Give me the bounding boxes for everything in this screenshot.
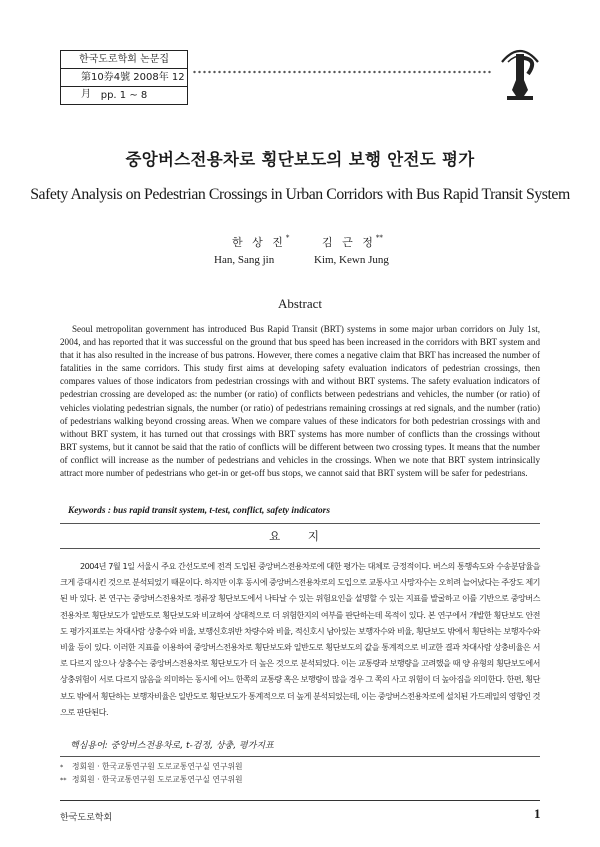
- author-name-korean: 한 상 진: [232, 236, 286, 249]
- footnote-divider: [60, 756, 540, 757]
- journal-volume: 第10券4號 2008年 12月: [61, 68, 187, 86]
- journal-info-box: [60, 50, 188, 105]
- author-1: [232, 234, 289, 250]
- journal-pages: pp. 1 ∼ 8: [61, 86, 187, 104]
- society-logo-icon: [498, 40, 542, 102]
- page-number: 1: [534, 806, 541, 821]
- author-2: [322, 234, 383, 250]
- dotted-leader: [192, 68, 492, 76]
- footnote-1: [60, 761, 243, 772]
- footnote-2: [60, 774, 243, 785]
- footnote-text: 정회원 · 한국교통연구원 도로교통연구실 연구위원: [72, 762, 243, 771]
- paper-title-english: Safety Analysis on Pedestrian Crossings in Urban Corridors with Bus Rapid Transit System: [30, 186, 570, 203]
- abstract-text: Seoul metropolitan government has introduced Bus Rapid Transit (BRT) systems in some major urban corridors on July 1st, 2004, and has reported that it was successful on the ground that bus speed has been increased in the corridors with BRT system and that it has also resulted in the increase of bus patrons. However, there comes a negative claim that BRT has increased the number of fatalities in the same corridors. This study first aims at developing safety evaluation indicators of pedestrian crossings, then compares values of those indicators from pedestrian crossings with and without BRT systems. The safety evaluation indicators of pedestrian crossing are developed as: the number (or ratio) of conflicts between pedestrians and vehicles, the number (or ratio) of vehicles violating pedestrian signals, the number (or ratio) of pedestrians remaining crossings at red signals, and the number (ratio) of pedestrians walking beyond crossing areas. When we compare values of these indicators for both pedestrian crossings with and without BRT system, it has turned out that crossings with BRT systems has more number of conflicts than the crossings without BRT systems, but it cannot be said that the ratio of conflicts will be different between two crossing types. It means that the number of conflict will increase as the number of pedestrians and vehicles in the crossings. When we note that BRT system intrinsically attract more number of pedestrians who get-in or get-off bus stops, we cannot said that BRT system will be safer for pedestrians.: [60, 324, 540, 479]
- footnote-mark: **: [60, 776, 67, 784]
- keywords: Keywords : bus rapid transit system, t-test, conflict, safety indicators: [68, 506, 330, 516]
- author-2-english: Kim, Kewn Jung: [314, 254, 389, 266]
- author-name-korean: 김 근 정: [322, 236, 376, 249]
- author-footnote-mark: *: [285, 234, 290, 242]
- section-divider: [60, 548, 540, 549]
- footnote-text: 정회원 · 한국교통연구원 도로교통연구실 연구위원: [72, 775, 243, 784]
- section-divider: [60, 523, 540, 524]
- keywords-korean: 핵심용어: 중앙버스전용차로, t-검정, 상충, 평가지표: [70, 741, 274, 751]
- abstract-heading: Abstract: [277, 296, 323, 311]
- footer-divider: [60, 800, 540, 801]
- author-1-english: Han, Sang jin: [214, 254, 275, 266]
- summary-text: 2004년 7월 1일 서울시 주요 간선도로에 전격 도입된 중앙버스전용차로에 대한 평가는 대체로 긍정적이다. 버스의 통행속도와 수송분담율을 크게 증대시킨 것으로 분석되었기 때문이다. 하지만 이후 동시에 중앙버스전용차로의 도입으로 교통사고 사망자수는 오히려 늘어났다는 주장도 제기된 바 있다. 본 연구는 중앙버스전용차로 정류장 횡단보도에서 나타날 수 있는 위험요인을 설명할 수 있는 지표를 발굴하고 이를 기반으로 중앙버스전용차로 횡단보도가 일반도로 횡단보도와 비교하여 상대적으로 더 위험한지의 여부를 판단하는데 목적이 있다. 본 연구에서 개발한 횡단보도 안전도 평가지표로는 차대사람 상충수와 비율, 보행신호위반 차량수와 비율, 적신호시 남아있는 보행자수와 비율, 횡단보도 밖에서 횡단하는 보행자수와 비율 등이 있다. 이러한 지표를 이용하여 중앙버스전용차로 횡단보도와 일반도로 횡단보도의 값을 통계적으로 비교한 결과 차대사람 상충비율은 서로 다르지 않으나 상충수는 중앙버스전용차로 횡단보도가 더 높은 것으로 분석되었다. 이는 교통량과 보행량을 고려했을 때 양 유형의 횡단보도에서 상충위험이 서로 다르지 않음을 의미하는 동시에 어느 한쪽의 교통량 혹은 보행량이 많을 경우 그 쪽의 사고 위험이 더 높아짐을 의미한다. 한편, 횡단보도 밖에서 횡단하는 보행자비율은 일반도로 횡단보도가 통계적으로 더 높게 분석되었는데, 이는 중앙버스전용차로에 설치된 가드레일의 영향인 것으로 판단된다.: [60, 561, 540, 717]
- summary-heading: 요 지: [269, 529, 331, 543]
- paper-title-korean: 중앙버스전용차로 횡단보도의 보행 안전도 평가: [125, 150, 475, 169]
- footer-publisher: 한국도로학회: [60, 813, 113, 823]
- author-footnote-mark: **: [375, 234, 383, 242]
- footnote-mark: *: [60, 763, 64, 771]
- journal-name: 한국도로학회 논문집: [78, 54, 170, 65]
